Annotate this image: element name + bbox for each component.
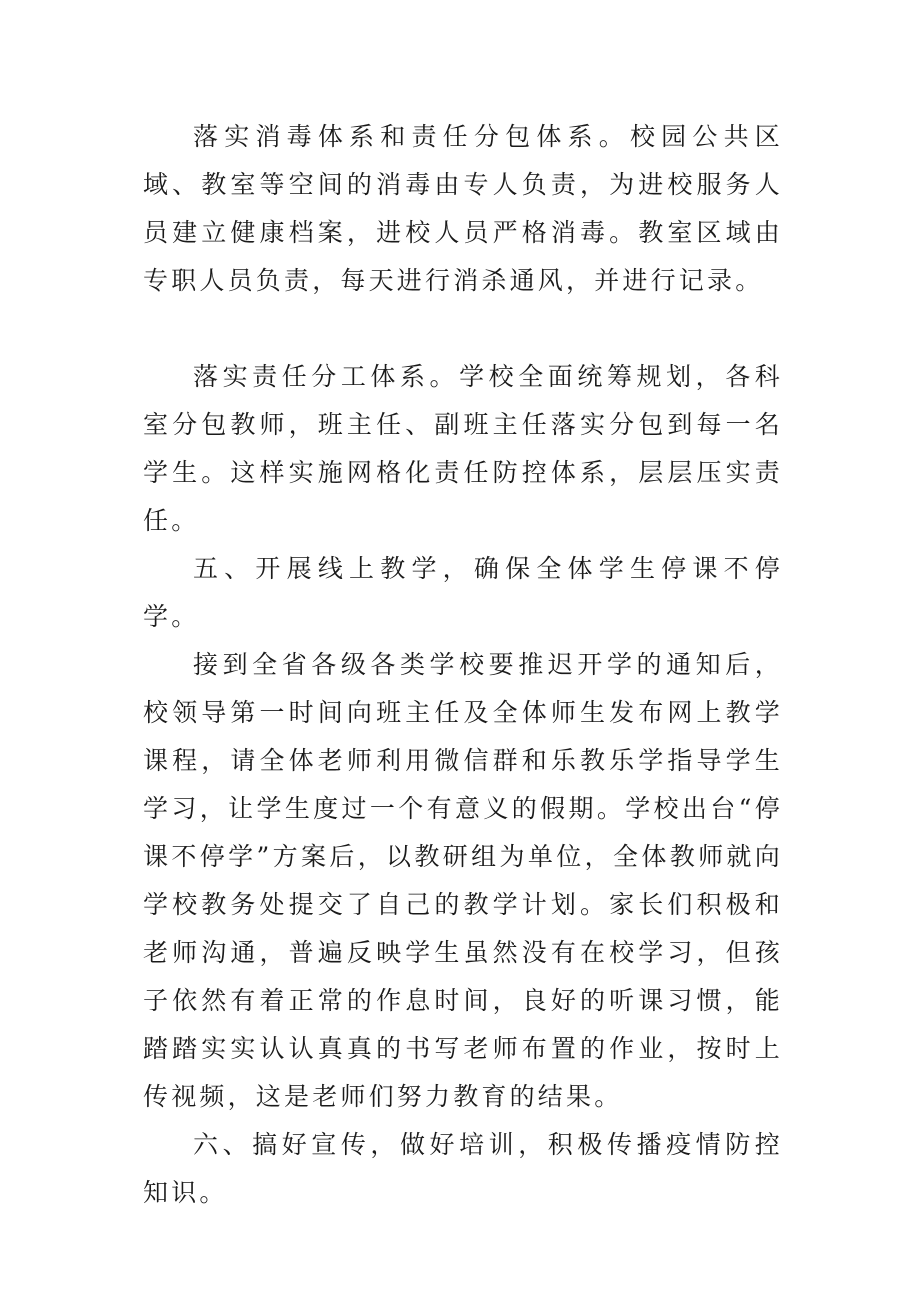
section-heading-online-teaching: 五、开展线上教学，确保全体学生停课不停学。: [143, 554, 783, 631]
paragraph-online-teaching-details: 接到全省各级各类学校要推迟开学的通知后，校领导第一时间向班主任及全体师生发布网上教学课程，请全体老师利用微信群和乐教乐学指导学生学习，让学生度过一个有意义的假期。学校出台“停课不停学”方案后，以教研组为单位，全体教师就向学校教务处提交了自己的教学计划。家长们积极和老师沟通，普遍反映学生虽然没有在校学习，但孩子依然有着正常的作息时间，良好的听课习惯，能踏踏实实认认真真的书写老师布置的作业，按时上传视频，这是老师们努力教育的结果。: [143, 650, 783, 1111]
paragraph-disinfection-system: 落实消毒体系和责任分包体系。校园公共区域、教室等空间的消毒由专人负责，为进校服务人员建立健康档案，进校人员严格消毒。教室区域由专职人员负责，每天进行消杀通风，并进行记录。: [143, 122, 783, 295]
paragraph-responsibility-division: 落实责任分工体系。学校全面统筹规划，各科室分包教师，班主任、副班主任落实分包到每一名学生。这样实施网格化责任防控体系，层层压实责任。: [143, 362, 783, 535]
section-heading-publicity-training: 六、搞好宣传，做好培训，积极传播疫情防控知识。: [143, 1130, 783, 1207]
